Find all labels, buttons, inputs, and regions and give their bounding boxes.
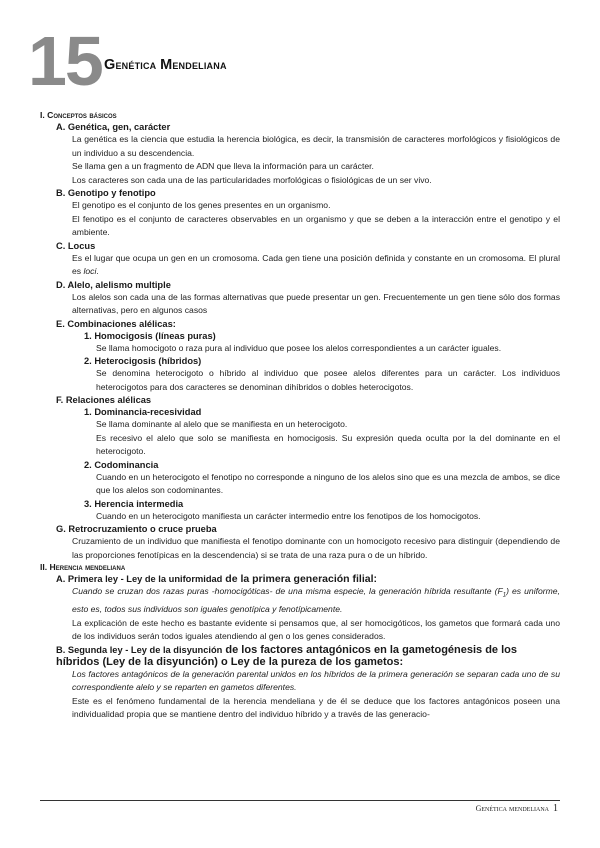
paragraph: Cuando en un heterocigoto el fenotipo no corresponde a ninguno de los alelos sino que es una mezcla de ambos, se dice que los alelos son codominantes. bbox=[96, 471, 560, 495]
chapter-title-rest-2: endeliana bbox=[172, 58, 227, 72]
paragraph: Es recesivo el alelo que solo se manifiesta en homocigosis. Su expresión queda oculta por la del dominante en el heterocigoto. bbox=[96, 432, 560, 456]
text-span: Es el lugar que ocupa un gen en un cromosoma. Cada gen tiene una posición definida y constante en un cromosoma. El plural es bbox=[72, 252, 560, 276]
paragraph: Se denomina heterocigoto o híbrido al individuo que posee alelos diferentes para un carácter. Los individuos heterocigotos para dos caracteres se denominan dihíbridos o dobles heterocigotos. bbox=[96, 368, 560, 392]
chapter-title bbox=[104, 57, 227, 73]
subheading-genetica: A. Genética, gen, carácter bbox=[56, 122, 171, 132]
subheading-primera-ley bbox=[56, 573, 560, 585]
running-title: Genética mendeliana bbox=[475, 804, 549, 813]
heading-part: A. Primera ley - Ley de la uniformidad bbox=[56, 574, 223, 584]
paragraph: Se llama gen a un fragmento de ADN que lleva la información para un carácter. bbox=[72, 161, 374, 171]
paragraph: Cuando en un heterocigoto manifiesta un carácter intermedio entre los fenotipos de los homocigotos. bbox=[96, 510, 481, 521]
subheading-genotipo: B. Genotipo y fenotipo bbox=[56, 188, 156, 198]
chapter-number: 15 bbox=[28, 22, 102, 100]
paragraph: Cruzamiento de un individuo que manifiesta el fenotipo dominante con un homocigoto recesivo para distinguir (dependiendo de las proporciones fenotípicas en la descendencia) si se trata de una raza pura o de un híbrido. bbox=[72, 536, 560, 560]
heading-part: B. Segunda ley - Ley de la disyunción bbox=[56, 644, 223, 655]
paragraph: La explicación de este hecho es bastante evidente si pensamos que, al ser homocigóticos, los gametos que formará cada uno de los individuos serán todos iguales atendiendo al gen o los genes considerados. bbox=[72, 617, 560, 642]
subheading-segunda-ley bbox=[56, 644, 560, 668]
section-heading-conceptos: I. Conceptos básicos bbox=[40, 110, 117, 120]
subsubheading-herencia-intermedia: 3. Herencia intermedia bbox=[84, 498, 184, 509]
section-heading-herencia: II. Herencia mendeliana bbox=[40, 562, 126, 572]
main-content bbox=[40, 110, 560, 722]
text-span: . bbox=[96, 266, 99, 276]
subsubheading-dominancia: 1. Dominancia-recesividad bbox=[84, 407, 202, 417]
subsubheading-codominancia: 2. Codominancia bbox=[84, 459, 159, 470]
footer-rule bbox=[40, 800, 560, 801]
subheading-retrocruzamiento: G. Retrocruzamiento o cruce prueba bbox=[56, 524, 217, 534]
subsubheading-homocigosis: 1. Homocigosis (líneas puras) bbox=[84, 330, 216, 341]
footer bbox=[476, 803, 558, 814]
page-number: 1 bbox=[553, 803, 558, 814]
subheading-locus: C. Locus bbox=[56, 240, 96, 251]
paragraph bbox=[72, 252, 560, 279]
chapter-title-initial-1: G bbox=[104, 57, 116, 73]
paragraph: Se llama homocigoto o raza pura al individuo que posee los alelos correspondientes a un carácter iguales. bbox=[96, 342, 502, 353]
text-span: Cuando se cruzan dos razas puras -homocigóticas- de una misma especie, la generación híbrida resultante (F bbox=[72, 586, 503, 596]
heading-part-large: de la primera generación filial: bbox=[222, 573, 377, 585]
paragraph: El genotipo es el conjunto de los genes presentes en un organismo. bbox=[72, 200, 331, 210]
chapter-title-initial-2: M bbox=[160, 57, 173, 73]
subheading-combinaciones: E. Combinaciones alélicas: bbox=[56, 318, 176, 329]
text-span-italic: loci bbox=[83, 266, 97, 276]
subscript: 1 bbox=[502, 592, 507, 599]
subheading-relaciones: F. Relaciones alélicas bbox=[56, 395, 152, 405]
paragraph bbox=[72, 585, 560, 617]
paragraph: El fenotipo es el conjunto de caracteres observables en un organismo y que se deben a la interacción entre el genotipo y el ambiente. bbox=[72, 213, 560, 237]
subsubheading-heterocigosis: 2. Heterocigosis (híbridos) bbox=[84, 356, 202, 366]
paragraph: Los alelos son cada una de las formas alternativas que puede presentar un gen. Frecuentemente un gen tiene sólo dos formas alternativas, pero en algunos casos bbox=[72, 291, 560, 315]
paragraph: Este es el fenómeno fundamental de la herencia mendeliana y de él se deduce que los factores antagónicos poseen una individualidad propia que se mantiene dentro del individuo híbrido y a través de las generacio- bbox=[72, 695, 560, 720]
paragraph: La genética es la ciencia que estudia la herencia biológica, es decir, la transmisión de caracteres morfológicos y fisiológicos de un individuo a su descendencia. bbox=[72, 134, 560, 158]
chapter-title-rest-1: enética bbox=[115, 58, 161, 72]
paragraph: Se llama dominante al alelo que se manifiesta en un heterocigoto. bbox=[96, 419, 348, 429]
paragraph: Los caracteres son cada una de las particularidades morfológicas o fisiológicas de un ser vivo. bbox=[72, 174, 432, 185]
text-span: ) es uniforme, esto es, todos sus individuos son iguales genotípica y fenotípicamente. bbox=[72, 586, 560, 615]
paragraph: Los factores antagónicos de la generación parental unidos en los híbridos de la primera generación se separan cada uno de su correspondiente alelo y se reparten en gametos diferentes. bbox=[72, 668, 560, 693]
heading-part-large: de los factores antagónicos en la gametogénesis de los híbridos (Ley de la disyunción) o Ley de la pureza de los gametos: bbox=[56, 643, 518, 668]
subheading-alelo: D. Alelo, alelismo multiple bbox=[56, 279, 171, 290]
